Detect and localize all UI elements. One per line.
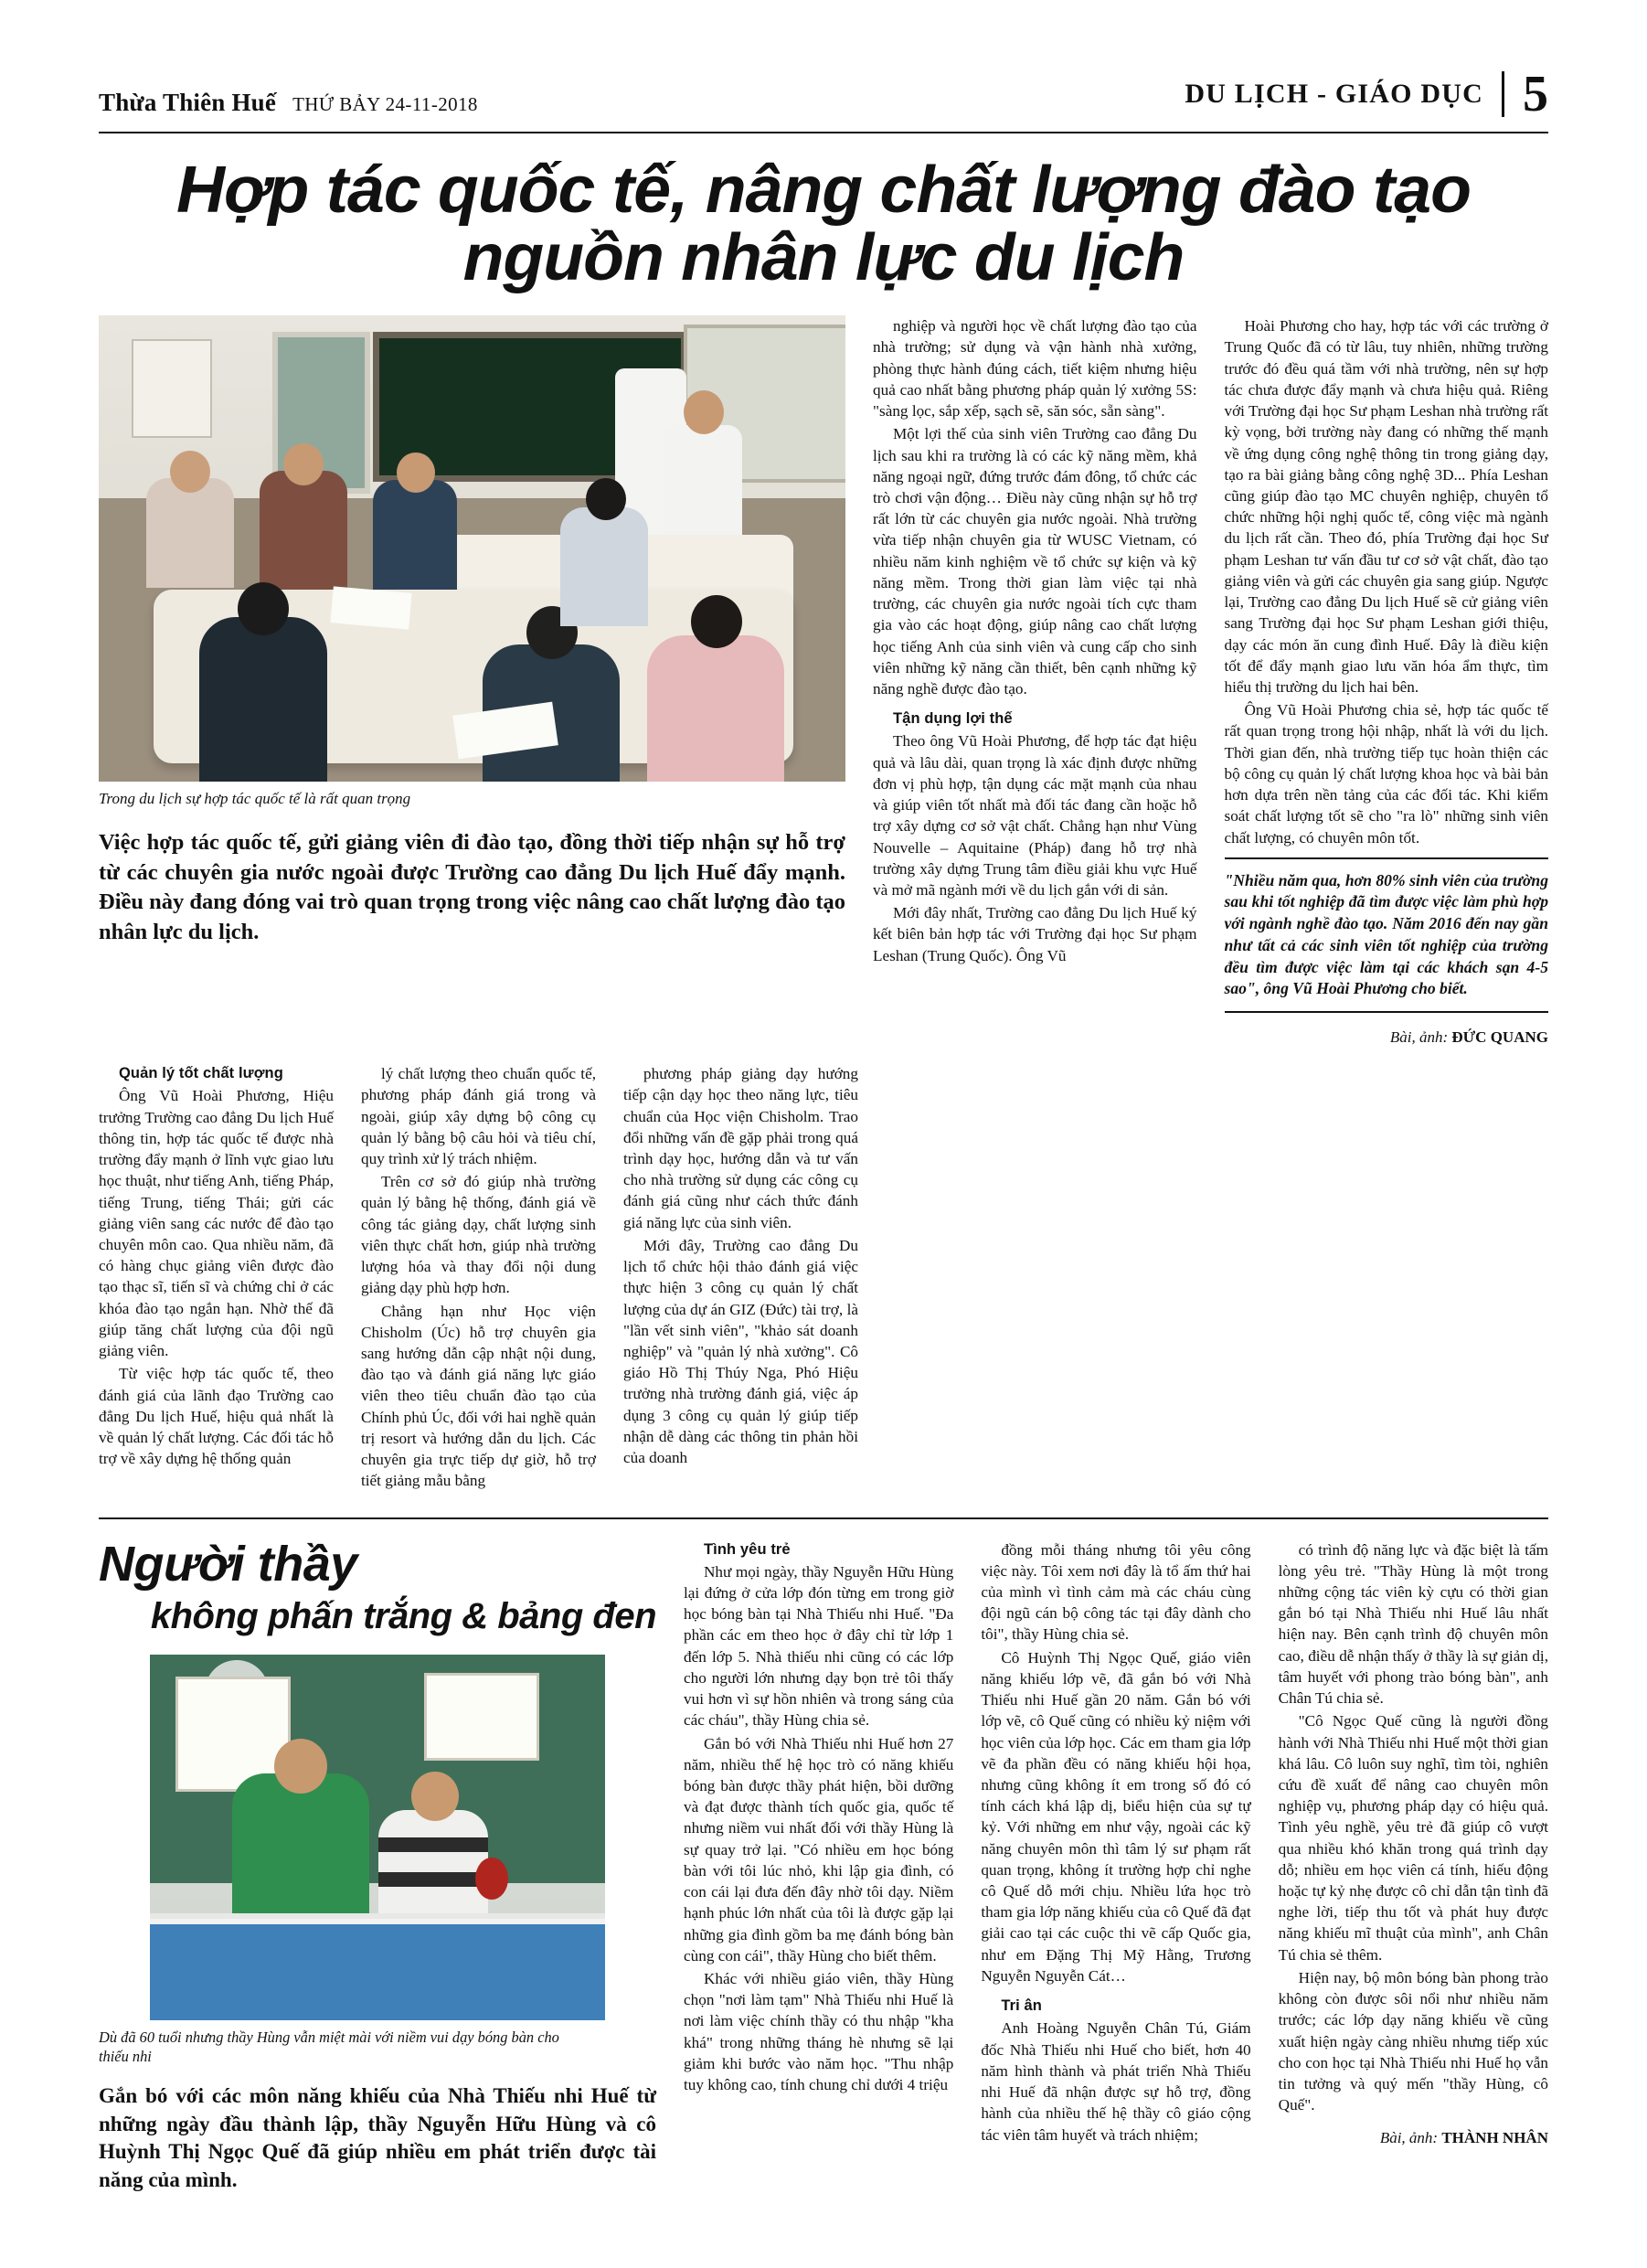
byline-label: Bài, ảnh: bbox=[1389, 1028, 1449, 1047]
paragraph: đồng mỗi tháng nhưng tôi yêu công việc này. Tôi xem nơi đây là tổ ấm thứ hai của mình vì tình cảm mà các cháu cùng đội ngũ cán bộ công tác tại đây dành cho tôi", thầy Hùng chia sẻ. bbox=[981, 1540, 1251, 1644]
paragraph: Anh Hoàng Nguyễn Chân Tú, Giám đốc Nhà Thiếu nhi Huế cho biết, hơn 40 năm hình thành và phát triển Nhà Thiếu nhi Huế đã nhận được sự hỗ trợ, đồng hành của nhiều thế hệ thầy cô giáo cộng tác viên tâm huyết và trách nhiệm; bbox=[981, 2019, 1251, 2144]
paragraph: Như mọi ngày, thầy Nguyễn Hữu Hùng lại đứng ở cửa lớp đón từng em trong giờ học bóng bàn tại Nhà Thiếu nhi Huế. "Đa phần các em theo học ở đây chỉ từ lớp 1 đến lớp 5. Nhà thiếu nhi cũng có các lớp cho người lớn nhưng dạy bọn trẻ tôi thấy vui hơn vì sự hồn nhiên và trong sáng của các cháu", thầy Hùng chia sẻ. bbox=[684, 1562, 954, 1730]
pullquote: "Nhiều năm qua, hơn 80% sinh viên của trường sau khi tốt nghiệp đã tìm được việc làm phù hợp với ngành nghề đào tạo. Năm 2016 đến nay gần như tất cả các sinh viên tốt nghiệp của trường đều tìm được việc làm tại các khách sạn 4-5 sao", ông Vũ Hoài Phương cho biết. bbox=[1225, 857, 1549, 1014]
bottom-col-1 bbox=[684, 1539, 953, 2195]
bottom-article-lede: Gắn bó với các môn năng khiếu của Nhà Thiếu nhi Huế từ những ngày đầu thành lập, thầy Nguyễn Hữu Hùng và cô Huỳnh Thị Ngọc Quế đã giúp nhiều em phát triển được tài năng của mình. bbox=[99, 2084, 656, 2191]
masthead-right bbox=[1185, 66, 1548, 122]
bottom-article-headline bbox=[99, 1536, 656, 1636]
bottom-col-2 bbox=[981, 1539, 1250, 2195]
paragraph: Hiện nay, bộ môn bóng bàn phong trào không còn được sôi nổi như nhiều năm trước; các lớp dạy năng khiếu về cũng xuất hiện ngày càng nhiều nhưng tiếp xúc cho con học tại Nhà Thiếu nhi Huế họ vẫn tin tưởng và quý mến "thầy Hùng, cô Quế". bbox=[1278, 1968, 1548, 2114]
paragraph: Mới đây, Trường cao đẳng Du lịch tổ chức hội thảo đánh giá việc thực hiện 3 công cụ quản lý chất lượng của dự án GIZ (Đức) tài trợ, là "lần vết sinh viên", "khảo sát doanh nghiệp" và "quản lý nhà xưởng". Cô giáo Hồ Thị Thúy Nga, Phó Hiệu trưởng nhà trường đánh giá, việc áp dụng 3 công cụ quản lý giúp tiếp nhận dễ dàng các thông tin phản hồi của doanh bbox=[623, 1236, 858, 1467]
top-article-headline: Hợp tác quốc tế, nâng chất lượng đào tạo nguồn nhân lực du lịch bbox=[176, 154, 1471, 294]
top-col-3 bbox=[623, 1063, 858, 1493]
bottom-article bbox=[99, 1536, 1548, 2195]
paragraph: Từ việc hợp tác quốc tế, theo đánh giá của lãnh đạo Trường cao đẳng Du lịch Huế, hiệu quả nhất là về quản lý chất lượng. Các đối tác hỗ trợ về xây dựng hệ thống quản bbox=[99, 1365, 334, 1468]
top-article-lower bbox=[99, 1063, 858, 1493]
bottom-col-3 bbox=[1279, 1539, 1548, 2195]
paragraph: Một lợi thế của sinh viên Trường cao đẳng Du lịch sau khi ra trường là có các kỹ năng mềm, khả năng ngoại ngữ, đứng trước đám đông, tổ chức các trò chơi vận động… Điều này cũng nhận sự hỗ trợ rất lớn từ các chuyên gia nước ngoài. Nhà trường vừa tiếp nhận chuyên gia từ WUSC Vietnam, có nhiều năm kinh nghiệm về tổ chức sự kiện và kỹ năng mềm. Trong thời gian làm việc tại nhà trường, các chuyên gia nước ngoài tích cực tham gia vào các hoạt động, giúp nâng cao chất lượng học tiếng Anh của sinh viên và cung cấp cho sinh viên những kỹ năng cần thiết, bên cạnh những kỹ năng nghề được đào tạo. bbox=[873, 425, 1197, 697]
masthead-rule bbox=[99, 132, 1548, 133]
subheading-quan-ly-tot-chat-luong: Quản lý tốt chất lượng bbox=[119, 1065, 283, 1082]
paragraph: Mới đây nhất, Trường cao đẳng Du lịch Huế ký kết biên bản hợp tác với Trường đại học Sư phạm Leshan (Trung Quốc). Ông Vũ bbox=[873, 904, 1197, 964]
paragraph: nghiệp và người học về chất lượng đào tạo của nhà trường; sử dụng và vận hành nhà xưởng, phòng thực hành đúng cách, tiết kiệm nhưng hiệu quả cao nhất bằng phương pháp quản lý xưởng 5S: "sàng lọc, sắp xếp, sạch sẽ, săn sóc, sẵn sàng". bbox=[873, 317, 1197, 421]
section-title: DU LỊCH - GIÁO DỤC bbox=[1185, 79, 1483, 110]
paragraph: phương pháp giảng dạy hướng tiếp cận dạy học theo năng lực, tiêu chuẩn của Học viện Chisholm. Trao đổi những vấn đề gặp phải trong quá trình dạy học, hướng dẫn và tư vấn cho nhà trường sử dụng các công cụ đánh giá cũng như cách thức đánh giá năng lực của sinh viên. bbox=[623, 1065, 858, 1231]
paragraph: Theo ông Vũ Hoài Phương, để hợp tác đạt hiệu quả và lâu dài, quan trọng là xác định được những đơn vị phù hợp, tận dụng các mặt mạnh của nhau và giúp viên tốt nhất mà đối tác đang cần hoặc hỗ trợ xây dựng cơ sở vật chất. Chẳng hạn như Vùng Nouvelle – Aquitaine (Pháp) đang hỗ trợ nhà trường xây dựng Trung tâm điều giải khu vực Huế và mở mã ngành mới về du lịch gắn với di sản. bbox=[873, 732, 1197, 899]
paragraph: Gắn bó với Nhà Thiếu nhi Huế hơn 27 năm, nhiều thế hệ học trò có năng khiếu bóng bàn được thầy phát hiện, bồi dưỡng và đạt được thành tích quốc gia, quốc tế nhưng niềm vui nhất đối với thầy Hùng là sự quay trở lại. "Có nhiều em học bóng bàn với tôi lúc nhỏ, khi lập gia đình, có con cái lại đưa đến đây nhờ tôi dạy. Niềm hạnh phúc lớn nhất của tôi là được gặp lại những gia đình gồm ba mẹ đánh bóng bàn cùng con cái", thầy Hùng cho biết thêm. bbox=[684, 1734, 954, 1965]
paragraph: Chẳng hạn như Học viện Chisholm (Úc) hỗ trợ chuyên gia sang hướng dẫn cập nhật nội dung, đào tạo và đánh giá năng lực giáo viên theo tiêu chuẩn đào tạo của Chính phủ Úc, đối với hai nghề quản trị resort và hướng dẫn du lịch. Các chuyên gia trực tiếp dự giờ, hỗ trợ tiết giảng mẫu bằng bbox=[361, 1302, 596, 1490]
top-photo-caption: Trong du lịch sự hợp tác quốc tế là rất quan trọng bbox=[99, 790, 411, 808]
paper-name: Thừa Thiên Huế bbox=[99, 89, 277, 117]
paragraph: Cô Huỳnh Thị Ngọc Quế, giáo viên năng khiếu lớp vẽ, đã gắn bó với Nhà Thiếu nhi Huế gần 20 năm. Gắn bó với lớp vẽ, cô Quế cũng có nhiều kỷ niệm với học viên của lớp học. Các em tham gia lớp vẽ đa phần đều có năng khiếu hội họa, nhưng cũng không ít em trong số đó có tính cách khá lập dị, biểu hiện của sự tự kỷ. Với những em như vậy, ngoài các kỹ năng chuyên môn thì tâm lý sư phạm rất quan trọng, không ít trường hợp chỉ nghe cô Quế dỗ mới chịu. Nhiều lứa học trò tham gia lớp năng khiếu của cô Quế đã đạt giải cao tại các cuộc thi vẽ cấp Quốc gia, như em Đặng Thị Mỹ Hằng, Trương Nguyễn Nguyễn Cát… bbox=[981, 1648, 1251, 1985]
top-col-5-upper bbox=[1225, 315, 1549, 1049]
headline-line-2: không phấn trắng & bảng đen bbox=[150, 1595, 656, 1636]
byline-author: THÀNH NHÂN bbox=[1441, 2129, 1548, 2147]
paragraph: có trình độ năng lực và đặc biệt là tấm lòng yêu trẻ. "Thầy Hùng là một trong những cộng tác viên kỳ cựu có thời gian gắn bó tại Nhà Thiếu nhi Huế lâu nhất hiện nay. Bên cạnh trình độ chuyên môn cao, điều dễ nhận thấy ở thầy là sự giản dị, tâm huyết với phong trào bóng bàn", anh Chân Tú chia sẻ. bbox=[1278, 1540, 1548, 1708]
article-divider bbox=[99, 1517, 1548, 1519]
paragraph: Trên cơ sở đó giúp nhà trường quản lý bằng hệ thống, đánh giá về công tác giảng dạy, chất lượng sinh viên thực chất hơn, giúp nhà trường lượng hóa và thay đổi nội dung giảng dạy phù hợp hơn. bbox=[361, 1173, 596, 1297]
bottom-article-byline bbox=[1279, 2128, 1548, 2149]
issue-date: THỨ BẢY 24-11-2018 bbox=[292, 93, 478, 116]
paragraph: lý chất lượng theo chuẩn quốc tế, phương pháp đánh giá trong và ngoài, giúp xây dựng bộ công cụ quản lý bằng bộ câu hỏi và tiêu chí, quy trình xử lý trách nhiệm. bbox=[361, 1065, 596, 1168]
paragraph: Ông Vũ Hoài Phương, Hiệu trưởng Trường cao đẳng Du lịch Huế thông tin, hợp tác quốc tế được nhà trường đẩy mạnh ở lĩnh vực giao lưu học thuật, như tiếng Anh, tiếng Pháp, tiếng Trung, tiếng Thái; gửi các giảng viên sang các nước để đào tạo chuyên môn cao. Qua nhiều năm, đã có hàng chục giảng viên được đào tạo thạc sĩ, tiến sĩ và chứng chỉ ở các khóa đào tạo ngắn hạn. Nhờ thế đã giúp tăng chất lượng của đội ngũ giảng viên. bbox=[99, 1087, 334, 1360]
classroom-photo bbox=[99, 315, 845, 782]
masthead-left bbox=[99, 89, 478, 117]
paragraph: Khác với nhiều giáo viên, thầy Hùng chọn "nơi làm tạm" Nhà Thiếu nhi Huế là nơi làm việc chính thầy có thu nhập "kha khá" trong những tháng hè nhưng sẽ lại giảm khi bước vào năm học. "Thu nhập tuy không cao, tính chung chỉ dưới 4 triệu bbox=[684, 1969, 954, 2094]
paragraph: Hoài Phương cho hay, hợp tác với các trường ở Trung Quốc đã có từ lâu, tuy nhiên, những trường trước đó đều quá tầm với nhà trường, nên sự hợp tác chưa được đẩy mạnh và chưa hiệu quả. Riêng với Trường đại học Sư phạm Leshan nhà trường rất kỳ vọng, bởi trường này đang có những thế mạnh về ứng dụng công nghệ thông tin trong giảng dạy, tạo ra bài giảng bằng công nghệ 3D... Phía Leshan cũng giúp đào tạo MC chuyên nghiệp, chuyên tổ chức những hội nghị quốc tế, công việc mà ngành du lịch rất cần. Theo đó, phía Trường đại học Sư phạm Leshan tư vấn đầu tư cơ sở vật chất, đào tạo giảng viên và gửi các chuyên gia sang giúp. Ngược lại, Trường cao đẳng Du lịch Huế sẽ cử giảng viên sang Trường đại học Sư phạm Leshan giới thiệu, dạy các món ăn cung đình Huế. Đây là điều kiện tốt để đẩy mạnh giao lưu văn hóa ẩm thực, tìm hiểu thị trường du lịch hai bên. bbox=[1224, 317, 1548, 696]
top-col-4-upper bbox=[873, 315, 1197, 1049]
subheading-tan-dung-loi-the: Tận dụng lợi thế bbox=[893, 710, 1013, 728]
bottom-photo-caption: Dù đã 60 tuổi nhưng thầy Hùng vẫn miệt mài với niềm vui dạy bóng bàn cho thiếu nhi bbox=[99, 2028, 559, 2065]
top-col-2 bbox=[361, 1063, 596, 1493]
table-tennis-photo bbox=[150, 1655, 605, 2020]
paragraph: "Cô Ngọc Quế cũng là người đồng hành với Nhà Thiếu nhi Huế một thời gian khá lâu. Cô luôn suy nghĩ, tìm tòi, nghiên cứu đề xuất để nâng cao chuyên môn nghiệp vụ, phương pháp dạy có hiệu quả. Tình yêu nghề, yêu trẻ đã giúp cô vượt qua nhiều khó khăn trong quá trình dạy dỗ; nhiều em học viên cá tính, hiếu động hoặc tự kỷ nhẹ được cô chỉ dẫn tận tình đã nghe lời, tiếp thu tốt và phát huy được năng khiếu mĩ thuật của mình", anh Chân Tú chia sẻ thêm. bbox=[1278, 1712, 1548, 1964]
top-article-byline bbox=[1225, 1028, 1549, 1049]
top-article-lede: Việc hợp tác quốc tế, gửi giảng viên đi đào tạo, đồng thời tiếp nhận sự hỗ trợ từ các chuyên gia nước ngoài được Trường cao đẳng Du lịch Huế đẩy mạnh. Điều này đang đóng vai trò quan trọng trong việc nâng cao chất lượng đào tạo nhân lực du lịch. bbox=[99, 830, 845, 944]
bottom-left-block bbox=[99, 1536, 656, 2195]
paragraph: Ông Vũ Hoài Phương chia sẻ, hợp tác quốc tế rất quan trọng trong hội nhập, nhất là với du lịch. Thời gian đến, nhà trường tiếp tục hoàn thiện các bộ công cụ quản lý chất lượng khoa học và bài bản hơn dựa trên nền tảng của các đối tác. Khi kiểm soát chất lượng tốt sẽ cho "ra lò" những sinh viên chất lượng, có chuyên môn tốt. bbox=[1224, 701, 1548, 847]
top-article-upper bbox=[99, 315, 1548, 1049]
subheading-tinh-yeu-tre: Tình yêu trẻ bbox=[704, 1540, 791, 1558]
page-number: 5 bbox=[1502, 71, 1548, 117]
byline-label: Bài, ảnh: bbox=[1379, 2129, 1439, 2147]
masthead bbox=[0, 0, 1647, 122]
top-col-1 bbox=[99, 1063, 334, 1493]
subheading-tri-an: Tri ân bbox=[1001, 1997, 1042, 2015]
top-photo-block bbox=[99, 315, 845, 1049]
headline-line-1: Người thầy bbox=[99, 1536, 357, 1592]
byline-author: ĐỨC QUANG bbox=[1451, 1028, 1548, 1047]
